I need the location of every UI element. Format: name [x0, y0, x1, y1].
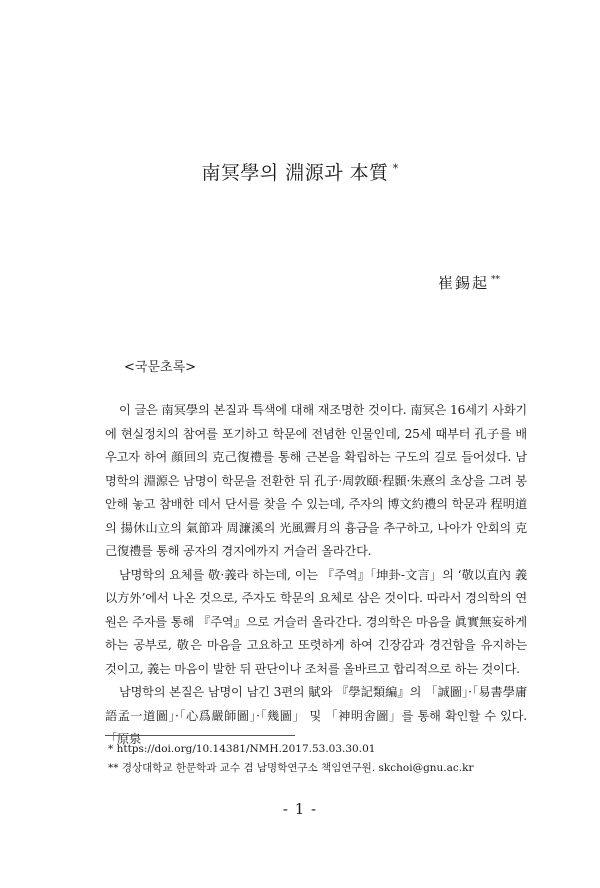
footnote-doi[interactable]: * https://doi.org/10.14381/NMH.2017.53.03.30.01 [108, 743, 376, 755]
footnotes [108, 740, 528, 778]
paper-title-text: 南冥學의 淵源과 本質 [201, 162, 389, 184]
abstract-paragraph: 이 글은 南冥學의 본질과 특색에 대해 재조명한 것이다. 南冥은 16세기 사화기에 현실정치의 참여를 포기하고 학문에 전념한 인물인데, 25세 때부터 孔子를 배우고자 하여 顔回의 克己復禮를 통해 근본을 확립하는 구도의 길로 들어섰다. 남명학의 淵源은 남명이 학문을 전환한 뒤 孔子·周敦頤·程顥·朱熹의 초상을 그려 봉안해 놓고 참배한 데서 단서를 찾을 수 있는데, 주자의 博文約禮의 학문과 程明道의 揚休山立의 氣節과 周濂溪의 光風霽月의 흉금을 추구하고, 나아가 안회의 克己復禮를 통해 공자의 경지에까지 거슬러 올라간다. [105, 403, 527, 558]
footnote-divider [105, 735, 295, 736]
author-line [438, 272, 500, 293]
abstract-paragraph: 남명학의 요체를 敬·義라 하는데, 이는 『주역』「坤卦-文言」의 ‘敬以直內 義以方外’에서 나온 것으로, 주자도 학문의 요체로 삼은 것이다. 따라서 경의학의 연원은 주자를 통해 『주역』으로 거슬러 올라간다. 경의학은 마음을 眞實無妄하게 하는 공부로, 敬은 마음을 고요하고 또렷하게 하여 긴장감과 경건함을 유지하는 것이고, 義는 마음이 발한 뒤 판단이나 조처를 올바르고 합리적으로 하는 것이다. [105, 567, 527, 676]
abstract-label: <국문초록> [124, 360, 197, 375]
abstract-body [105, 399, 527, 752]
abstract-paragraph: 남명학의 본질은 남명이 남긴 3편의 賦와 『學記類編』의 「誠圖」·「易書學庸語孟一道圖」·「心爲嚴師圖」·「幾圖」 및 「神明舍圖」를 통해 확인할 수 있다. 「原泉 [105, 685, 527, 746]
title-footnote-marker: * [392, 162, 399, 175]
paper-title [0, 158, 600, 185]
footnote-author-affiliation: ** 경상대학교 한문학과 교수 겸 남명학연구소 책임연구원. skchoi@gnu.ac.kr [108, 762, 474, 774]
author-name: 崔錫起 [437, 274, 489, 292]
page-number: - 1 - [282, 800, 318, 818]
author-footnote-marker: ** [491, 275, 500, 285]
